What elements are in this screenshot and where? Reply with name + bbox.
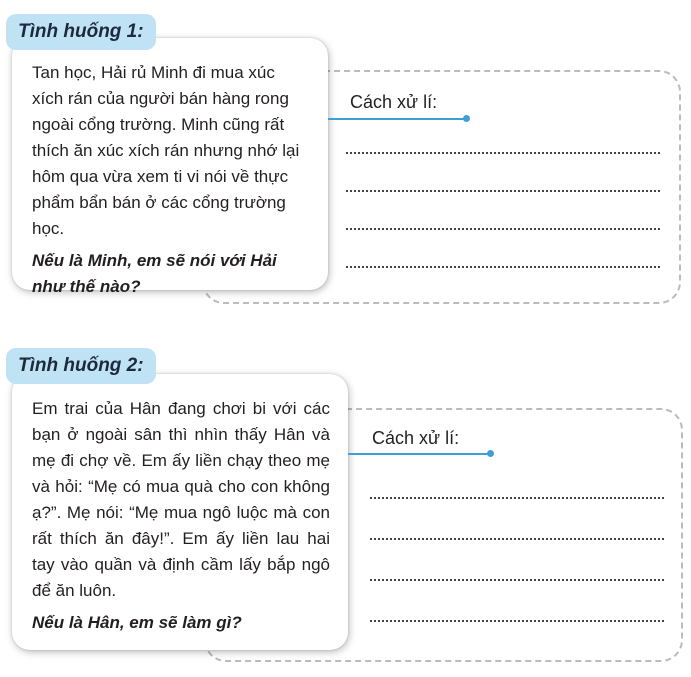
situation-2-label: Tình huống 2: [6, 348, 156, 384]
situation-1-connector-dot [463, 115, 470, 122]
situation-1-label: Tình huống 1: [6, 14, 156, 50]
situation-1-story: Tan học, Hải rủ Minh đi mua xúc xích rán của người bán hàng rong ngoài cổng trường. Minh cũng rất thích ăn xúc xích rán nhưng nhớ lại hôm qua vừa xem ti vi nói về thực phẩm bẩn bán ở các cổng trường học. [32, 63, 300, 238]
situation-2-connector-dot [487, 450, 494, 457]
situation-1-answer-line-2[interactable] [346, 190, 660, 192]
situation-1-answer-line-3[interactable] [346, 228, 660, 230]
situation-2-card [12, 374, 348, 650]
situation-2-answer-line-1[interactable] [370, 497, 664, 499]
situation-1-connector-line [328, 118, 466, 120]
situation-2-connector-line [348, 453, 490, 455]
situation-1-answer-line-4[interactable] [346, 266, 660, 268]
situation-2-story: Em trai của Hân đang chơi bi với các bạn ở ngoài sân thì nhìn thấy Hân và mẹ đi chợ về. Em ấy liền chạy theo mẹ và hỏi: “Mẹ có mua quà cho con không ạ?”. Mẹ nói: “Mẹ mua ngô luộc mà con rất thích ăn đây!”. Em ấy liền lau hai tay vào quần và định cầm lấy bắp ngô để ăn luôn. [32, 399, 330, 600]
situation-2-answer-line-2[interactable] [370, 538, 664, 540]
situation-2-answer-line-4[interactable] [370, 620, 664, 622]
situation-1-answer-label: Cách xử lí: [350, 92, 438, 112]
situation-1-answer-line-1[interactable] [346, 152, 660, 154]
situation-1-card [12, 38, 328, 296]
situation-2-question: Nếu là Hân, em sẽ làm gì? [32, 613, 242, 632]
situation-1-question: Nếu là Minh, em sẽ nói với Hải như thế nào? [32, 251, 277, 296]
situation-2-answer-label: Cách xử lí: [372, 428, 460, 448]
situation-2-answer-line-3[interactable] [370, 579, 664, 581]
